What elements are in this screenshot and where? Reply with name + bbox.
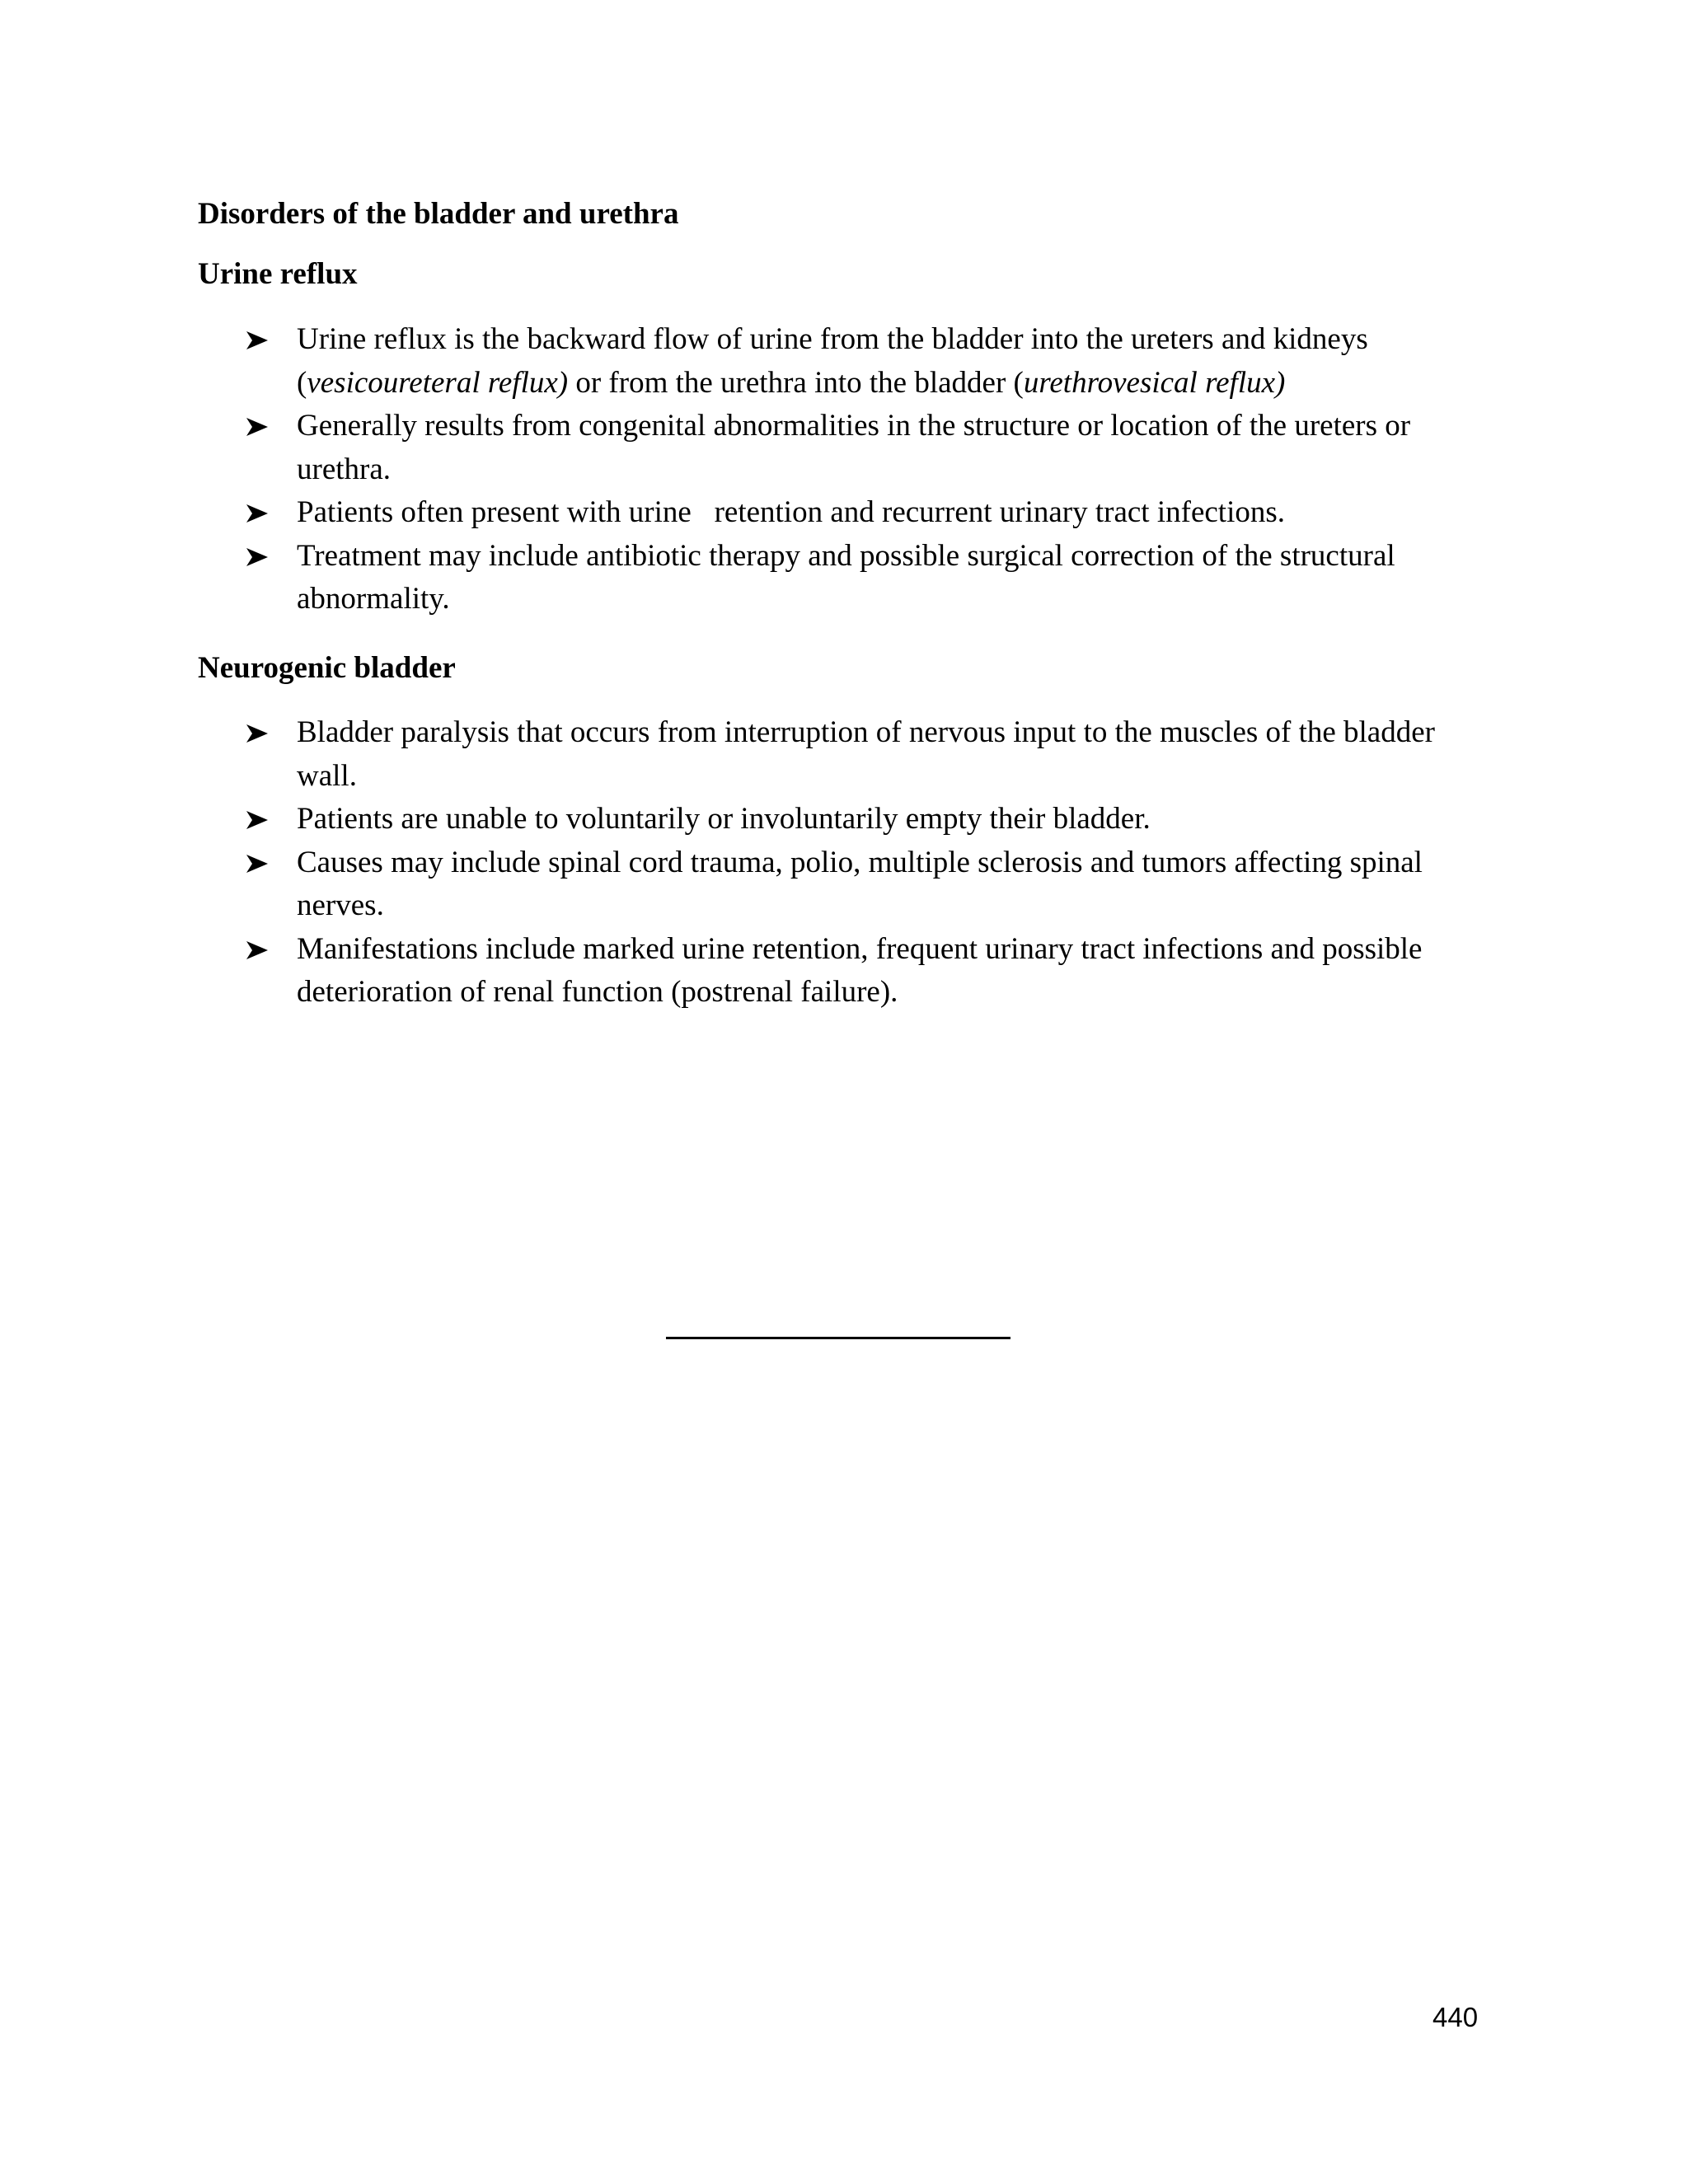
arrowhead-bullet-icon (246, 405, 270, 448)
page-number: 440 (1432, 2002, 1479, 2032)
list-item (198, 711, 1484, 798)
main-heading: Disorders of the bladder and urethra (198, 197, 679, 231)
bullet-text: Urine reflux is the backward flow of urine from the bladder into the ureters and kidneys (vesicoureteral reflux) or from the urethra into the bladder (urethrovesical reflux) (297, 322, 1368, 400)
list-item (198, 841, 1484, 928)
bullet-text: Patients are unable to voluntarily or involuntarily empty their bladder. (297, 802, 1151, 836)
bullet-text: Manifestations include marked urine retention, frequent urinary tract infections and possible deterioration of renal function (postrenal failure). (297, 931, 1423, 1009)
list-item (198, 405, 1484, 491)
bullet-text: Causes may include spinal cord trauma, polio, multiple sclerosis and tumors affecting spinal nerves. (297, 845, 1423, 922)
italic-term-vesicoureteral: vesicoureteral reflux) (307, 365, 569, 400)
arrowhead-bullet-icon (246, 491, 270, 534)
center-divider-line (666, 1337, 1010, 1339)
neurogenic-bladder-bullet-list (198, 711, 1484, 1015)
bullet-text: Bladder paralysis that occurs from interruption of nervous input to the muscles of the bladder wall. (297, 715, 1435, 793)
arrowhead-bullet-icon (246, 841, 270, 884)
list-item (198, 798, 1484, 841)
list-item (198, 535, 1484, 621)
bullet-text: Treatment may include antibiotic therapy and possible surgical correction of the structural abnormality. (297, 538, 1395, 616)
list-item (198, 491, 1484, 535)
arrowhead-bullet-icon (246, 535, 270, 578)
arrowhead-bullet-icon (246, 798, 270, 841)
arrowhead-bullet-icon (246, 318, 270, 361)
section-title-neurogenic-bladder: Neurogenic bladder (198, 651, 456, 685)
list-item (198, 928, 1484, 1015)
urine-reflux-bullet-list (198, 318, 1484, 621)
arrowhead-bullet-icon (246, 711, 270, 754)
list-item (198, 318, 1484, 405)
arrowhead-bullet-icon (246, 928, 270, 971)
bullet-text: Patients often present with urine retention and recurrent urinary tract infections. (297, 495, 1285, 529)
section-title-urine-reflux: Urine reflux (198, 257, 358, 291)
italic-term-urethrovesical: urethrovesical reflux) (1023, 365, 1286, 400)
bullet-text: Generally results from congenital abnormalities in the structure or location of the ureters or urethra. (297, 409, 1411, 486)
